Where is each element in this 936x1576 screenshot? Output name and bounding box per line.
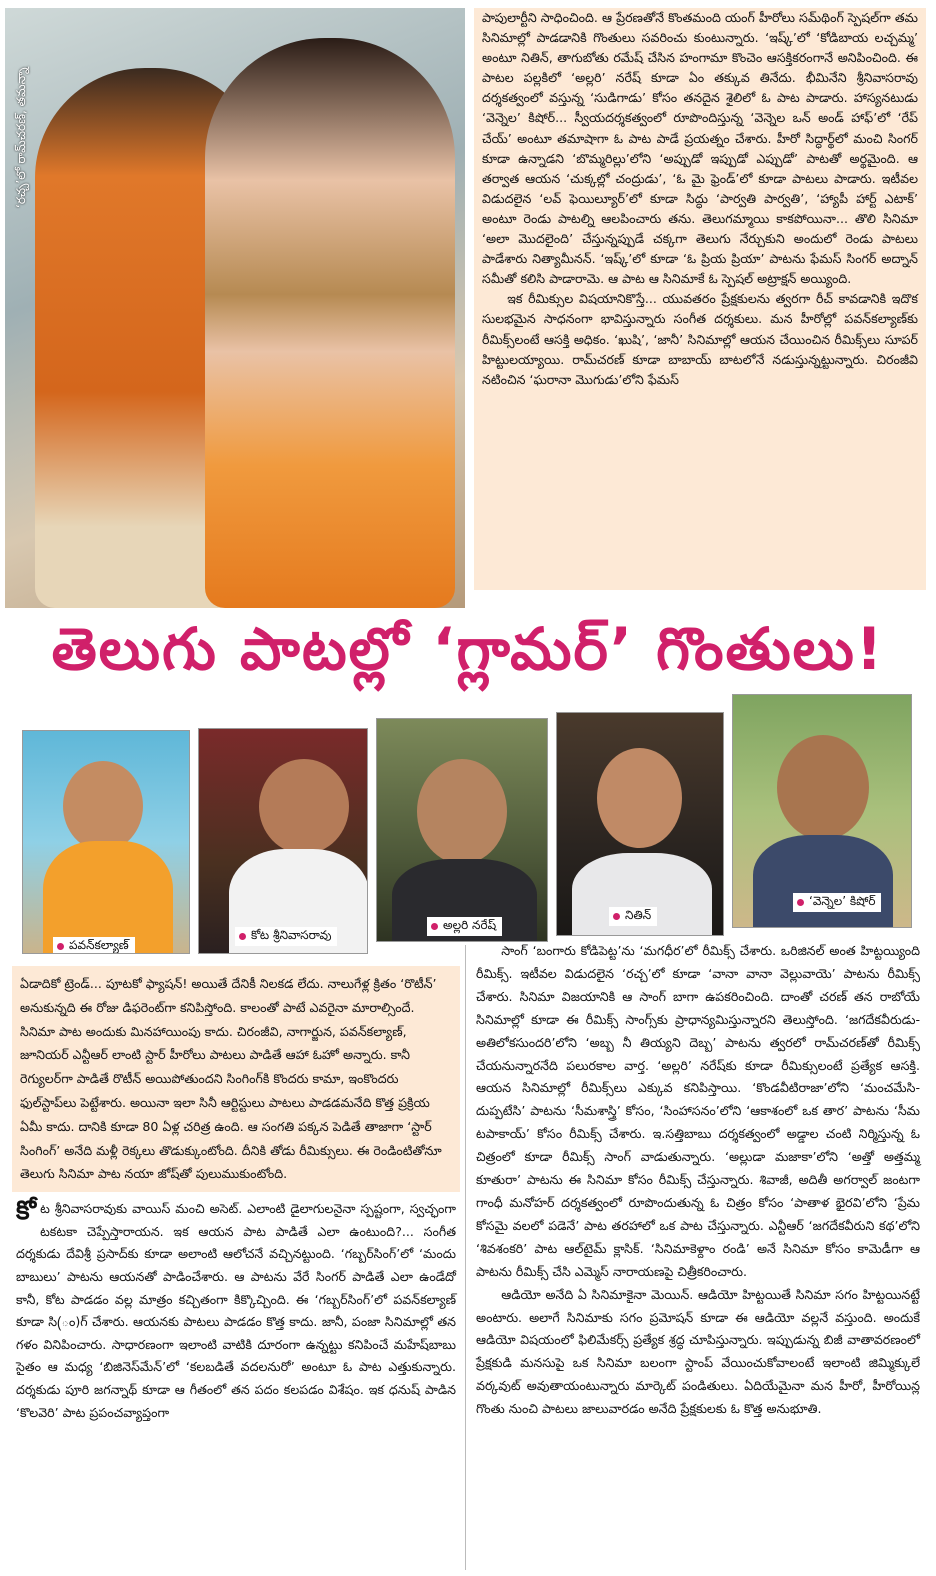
photo-caption: నితిన్ [609,907,657,926]
photo-caption: అల్లరి నరేష్ [427,917,502,936]
hero-photo-caption: ‘రచ్చ’లో రామ్‌చరణ్‌, తమన్నా [14,67,28,208]
intro-text: ఏడాదికో ట్రెండ్‌... పూటకో ఫ్యాషన్‌! అయితే దేనికీ నిలకడ లేదు. నాలుగేళ్ల క్రితం ‘రొటీన్’ అనుకున్నది ఈ రోజు డిఫరెంట్‌గా కనిపిస్తోంది. కాలంతో పాటే ఎవరైనా మారాల్సిందే. సినిమా పాట అందుకు మినహాయింపు కాదు. చిరంజీవి, నాగార్జున, పవన్‌కల్యాణ్‌, జూనియర్ ఎన్టీఆర్ లాంటి స్టార్ హీరోలు పాటలు పాడితే ఆహా ఓహో అన్నారు. కానీ రెగ్యులర్‌గా పాడితే రొటీన్ అయిపోతుందని సింగింగ్‌కి కొందరు కామా, ఇంకొందరు ఫుల్‌స్టాప్‌లు పెట్టేశారు. అయినా ఇలా సినీ ఆర్టిస్టులు పాటలు పాడడమనేది కొత్త ప్రక్రియ ఏమీ కాదు. దానికి కూడా 80 ఏళ్ల చరిత్ర ఉంది. ఆ సంగతి పక్కన పెడితే తాజాగా ‘స్టార్ సింగింగ్’ అనేది మళ్లీ రెక్కలు తొడుక్కుంటోంది. దీనికి తోడు రీమిక్సులు. ఈ రెండింటితోనూ తెలుగు సినిమా పాట నయా జోష్‌తో పులుముకుంటోంది. [20,976,442,1182]
drop-cap: కో [16,1196,37,1227]
photo-kota-srinivasa-rao [198,728,368,954]
photo-caption: కోట శ్రీనివాసరావు [235,927,337,946]
photo-caption: ‘వెన్నెల’ కిషోర్ [793,893,881,912]
article-paragraph: ట శ్రీనివాసరావుకు వాయిస్ మంచి అసెట్‌. ఎలాంటి డైలాగులనైనా స్పష్టంగా, స్వచ్ఛంగా టకటకా చెప్పేస్తారాయన. ఇక ఆయన పాట పాడితే ఎలా ఉంటుంది?... సంగీత దర్శకుడు దేవిశ్రీ ప్రసాద్‌కు కూడా అలాంటి ఆలోచనే వచ్చినట్టుంది. ‘గబ్బర్‌సింగ్’లో ‘మందు బాబులు’ పాటను ఆయనతో పాడించేశారు. ఆ పాటను వేరే సింగర్ పాడితే ఎలా ఉండేదో కానీ, కోట పాడడం వల్ల మాత్రం కచ్చితంగా కిక్కొచ్చింది. ఈ ‘గబ్బర్‌సింగ్’లో పవన్‌కల్యాణ్ కూడా సి(ం)గ్ చేశారు. ఆయనకు పాటలు పాడడం కొత్త కాదు. జానీ, పంజా సినిమాల్లో తన గళం వినిపించారు. సాధారణంగా ఇలాంటి వాటికి దూరంగా ఉన్నట్టు కనిపించే మహేష్‌బాబు సైతం ఆ మధ్య ‘బిజినెస్‌మేన్’లో ‘కలబడితే వదలనురో’ అంటూ ఓ పాట ఎత్తుకున్నారు. దర్శకుడు పూరి జగన్నాథ్ కూడా ఆ గీతంలో తన పదం కలపడం విశేషం. ఇక ధనుష్ పాడిన ‘కొలవెరి’ పాట ప్రపంచవ్యాప్తంగా [16,1201,456,1420]
article-paragraph: సాంగ్ ‘బంగారు కోడిపెట్ట’ను ‘మగధీర’లో రీమిక్స్ చేశారు. ఒరిజినల్ అంత హిట్టయ్యింది రీమిక్స్‌. ఇటీవల విడుదలైన ‘రచ్చ’లో కూడా ‘వానా వానా వెల్లువాయె’ పాటను రీమిక్స్ చేశారు. సినిమా విజయానికి ఆ సాంగ్ బాగా ఉపకరించింది. దాంతో చరణ్ తన రాబోయే సినిమాల్లో కూడా ఈ రీమిక్స్ సాంగ్స్‌కు ప్రాధాన్యమిస్తున్నారని తెలుస్తోంది. ‘జగదేకవీరుడు-అతిలోకసుందరి’లోని ‘అబ్బ నీ తియ్యని దెబ్బ’ పాటను త్వరలో రామ్‌చరణ్‌తో రీమిక్స్ చేయనున్నారనేది పలురకాల వార్త. ‘అల్లరి’ నరేష్‌కు కూడా రీమిక్సులంటే ప్రత్యేక ఆసక్తి. ఆయన సినిమాల్లో రీమిక్స్‌లు ఎక్కువ కనిపిస్తాయి. ‘కొండవీటిరాజా’లోని ‘మంచమేసి-దుప్పటేసి’ పాటను ‘సీమశాస్త్రి’ కోసం, ‘సింహాసనం’లోని ‘ఆకాశంలో ఒక తార’ పాటను ‘సీమ టపాకాయ్’ కోసం రీమిక్స్ చేశారు. ఇ.సత్తిబాబు దర్శకత్వంలో అడ్డాల చంటి నిర్మిస్తున్న ఓ చిత్రంలో కూడా రీమిక్స్ సాంగ్ వాడుతున్నారు. ‘అల్లుడా మజాకా’లోని ‘అత్తో అత్తమ్మ కూతురా’ పాటను ఈ సినిమా కోసం రీమిక్స్ చేస్తున్నారు. శివాజీ, అదితీ అగర్వాల్ జంటగా గాంధీ మనోహర్ దర్శకత్వంలో రూపొందుతున్న ఓ చిత్రం కోసం ‘పాతాళ భైరవి’లోని ‘ప్రేమ కోసమై వలలో పడెనే’ పాట తరహాలో ఒక పాట చేస్తున్నారు. ఎన్టీఆర్ ‘జగదేకవీరుని కథ’లోని ‘శివశంకరి’ పాట ఆల్‌టైమ్ క్లాసిక్‌. ‘సినిమాకెళ్దాం రండి’ అనే సినిమా కోసం కామెడీగా ఆ పాటను రీమిక్స్ చేసి ఎమ్మెస్ నారాయణపై చిత్రీకరించారు. [476,943,920,1279]
column-divider [465,945,466,1570]
bottom-left-column [12,966,460,1566]
photo-allari-naresh [376,718,548,942]
article-body-left [12,1192,460,1424]
article-paragraph: పాపులార్టీని సాధించింది. ఆ ప్రేరణతోనే కొంతమంది యంగ్ హీరోలు సమ్‌థింగ్ స్పెషల్‌గా తమ సినిమాల్లో పాడడానికి గొంతులు సవరించు కుంటున్నారు. ‘ఇష్క్’లో ‘కోడిబాయ లచ్చమ్మ’ అంటూ నితిన్‌, తాగుబోతు రమేష్ చేసిన హంగామా కొంచెం ఆసక్తికరంగానే అనిపించింది. ఈ పాటల పల్లకిలో ‘అల్లరి’ నరేష్ కూడా ఏం తక్కువ తినేదు. భీమినేని శ్రీనివాసరావు దర్శకత్వంలో వస్తున్న ‘సుడిగాడు’ కోసం తనదైన శైలిలో ఓ పాట పాడారు. హాస్యనటుడు ‘వెన్నెల’ కిషోర్‌... స్వీయదర్శకత్వంలో రూపొందిస్తున్న ‘వెన్నెల ఒన్ అండ్ హాఫ్’లో ‘రేప్ చేయ్’ అంటూ తమాషాగా ఓ పాట పాడే ప్రయత్నం చేశారు. హీరో సిద్ధార్థ్‌లో మంచి సింగర్ కూడా ఉన్నాడని ‘బొమ్మరిల్లు’లోని ‘అప్పుడో ఇప్పుడో ఎప్పుడో’ పాటతో అర్థమైంది. ఆ తర్వాత ఆయన ‘చుక్కల్లో చంద్రుడు’, ‘ఓ మై ఫ్రెండ్’లో కూడా పాటలు పాడారు. ఇటీవల విడుదలైన ‘లవ్ ఫెయిల్యూర్’లో కూడా సిద్ధు ‘పార్వతి పార్వతి’, ‘హ్యాపీ హార్ట్ ఎటాక్’ అంటూ రెండు పాటల్ని ఆలపించారు తను. తెలుగమ్మాయి కాకపోయినా... తొలి సినిమా ‘అలా మొదలైంది’ చేస్తున్నప్పుడే చక్కగా తెలుగు నేర్చుకుని అందులో రెండు పాటలు పాడేశారు నిత్యామీనన్‌. ‘ఇష్క్’లో కూడా ‘ఓ ప్రియ ప్రియా’ పాటను ఫేమస్ సింగర్ అద్నాన్ సమీతో కలిసి పాడారామె. ఆ పాట ఆ సినిమాకే ఓ స్పెషల్ అట్రాక్షన్ అయ్యింది. [482,10,918,287]
actress-figure [205,38,455,608]
photo-nithin [556,712,724,936]
bottom-right-column [470,940,926,1570]
headline-banner [5,608,931,704]
photo-caption: పవన్‌కల్యాణ్‌ [53,937,135,954]
top-right-column [474,8,926,590]
article-paragraph: ఇక రీమిక్సుల విషయానికొస్తే... యువతరం ప్రేక్షకులను త్వరగా రీచ్ కావడానికి ఇదొక సులభమైన సాధనంగా భావిస్తున్నారు సంగీత దర్శకులు. మన హీరోల్లో పవన్‌కల్యాణ్‌కు రీమిక్స్‌లంటే ఆసక్తి అధికం. ‘ఖుషి’, ‘జానీ’ సినిమాల్లో ఆయన చేయించిన రీమిక్స్‌లు సూపర్ హిట్టులయ్యాయి. రామ్‌చరణ్ కూడా బాబాయ్ బాటలోనే నడుస్తున్నట్టున్నారు. చిరంజీవి నటించిన ‘ఘరానా మొగుడు’లోని ఫేమస్ [482,291,918,387]
article-paragraph: ఆడియో అనేది ఏ సినిమాకైనా మెయిన్‌. ఆడియో హిట్టయితే సినిమా సగం హిట్టయినట్టే అంటారు. అలాగే సినిమాకు సగం ప్రమోషన్ కూడా ఈ ఆడియో వల్లనే వస్తుంది. అందుకే ఆడియో విషయంలో ఫిలిమేకర్స్ ప్రత్యేక శ్రద్ధ చూపిస్తున్నారు. ఇప్పుడున్న బిజీ వాతావరణంలో ప్రేక్షకుడి మనసుపై ఒక సినిమా బలంగా స్టాంప్ వేయించుకోవాలంటే ఇలాంటి జిమ్మిక్కులే వర్కవుట్ అవుతాయంటున్నారు మార్కెట్ పండితులు. ఏదియేమైనా మన హీరో, హీరోయిన్ల గొంతు నుంచి పాటలు జాలువారడం అనేది ప్రేక్షకులకు ఓ కొత్త అనుభూతి. [476,1286,920,1417]
intro-box [12,966,460,1192]
headline: తెలుగు పాటల్లో ‘గ్లామర్’ గొంతులు! [51,614,885,683]
photo-vennela-kishore [732,694,912,928]
photo-pawan-kalyan [22,730,190,954]
hero-photo [5,8,465,608]
